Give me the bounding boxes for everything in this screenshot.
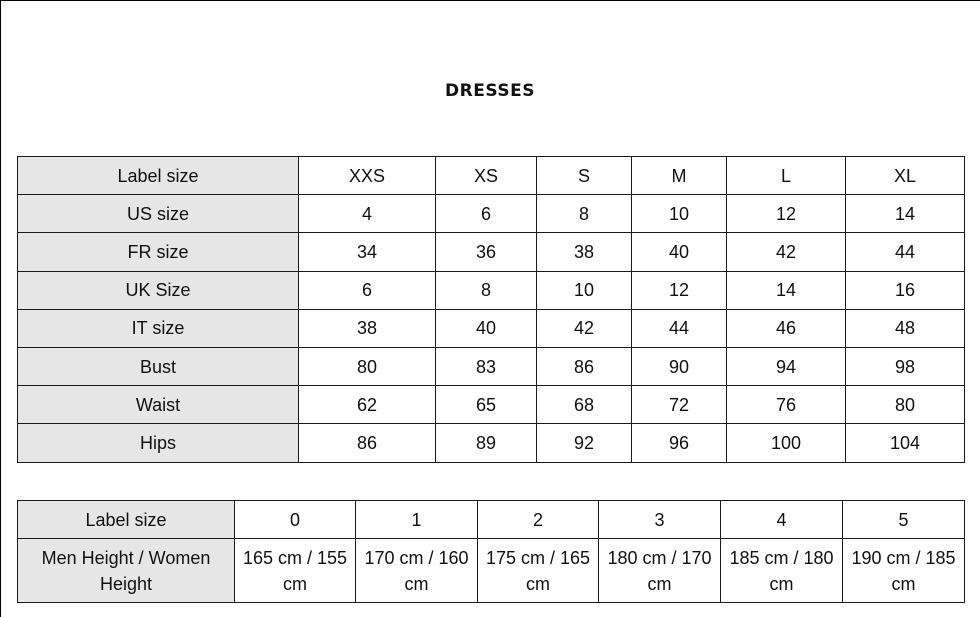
table-row xyxy=(18,539,965,603)
table-cell: 1 xyxy=(356,501,478,539)
table-cell: 86 xyxy=(299,424,436,462)
table-cell: 80 xyxy=(846,386,965,424)
table-cell: 40 xyxy=(436,309,537,347)
table-cell: 48 xyxy=(846,309,965,347)
table-cell: 94 xyxy=(727,347,846,385)
table-cell: 4 xyxy=(721,501,843,539)
table-cell: 190 cm / 185 cm xyxy=(843,539,965,603)
row-label: Waist xyxy=(18,386,299,424)
table-cell: 165 cm / 155 cm xyxy=(235,539,356,603)
row-label: FR size xyxy=(18,233,299,271)
table-cell: 42 xyxy=(537,309,632,347)
table-cell: 68 xyxy=(537,386,632,424)
table-cell: 65 xyxy=(436,386,537,424)
table-row xyxy=(18,347,965,385)
table-cell: 40 xyxy=(632,233,727,271)
table-cell: XS xyxy=(436,157,537,195)
table-cell: 72 xyxy=(632,386,727,424)
row-label: IT size xyxy=(18,309,299,347)
row-label: UK Size xyxy=(18,271,299,309)
table-cell: 6 xyxy=(299,271,436,309)
table-row xyxy=(18,424,965,462)
table-cell: 62 xyxy=(299,386,436,424)
table-cell: 98 xyxy=(846,347,965,385)
table-cell: 86 xyxy=(537,347,632,385)
table-cell: 5 xyxy=(843,501,965,539)
table-row xyxy=(18,157,965,195)
table-cell: 44 xyxy=(846,233,965,271)
table-cell: 76 xyxy=(727,386,846,424)
row-label: Label size xyxy=(18,501,235,539)
table-cell: 2 xyxy=(478,501,599,539)
table-cell: 12 xyxy=(632,271,727,309)
table-cell: M xyxy=(632,157,727,195)
table-cell: 38 xyxy=(299,309,436,347)
table-cell: 42 xyxy=(727,233,846,271)
table-cell: 4 xyxy=(299,195,436,233)
table-cell: 14 xyxy=(846,195,965,233)
table-cell: 16 xyxy=(846,271,965,309)
table-cell: 8 xyxy=(537,195,632,233)
page-title: DRESSES xyxy=(445,81,535,101)
table-cell: 175 cm / 165 cm xyxy=(478,539,599,603)
row-label: Hips xyxy=(18,424,299,462)
size-table xyxy=(17,156,965,463)
table-cell: 12 xyxy=(727,195,846,233)
table-row xyxy=(18,386,965,424)
table-row xyxy=(18,309,965,347)
table-cell: 0 xyxy=(235,501,356,539)
table-cell: 89 xyxy=(436,424,537,462)
row-label: Men Height / Women Height xyxy=(18,539,235,603)
table-cell: 44 xyxy=(632,309,727,347)
row-label: Label size xyxy=(18,157,299,195)
table-cell: 6 xyxy=(436,195,537,233)
table-cell: 46 xyxy=(727,309,846,347)
table-cell: 180 cm / 170 cm xyxy=(599,539,721,603)
table-cell: 80 xyxy=(299,347,436,385)
table-cell: 104 xyxy=(846,424,965,462)
row-label: US size xyxy=(18,195,299,233)
table-cell: 185 cm / 180 cm xyxy=(721,539,843,603)
table-cell: XXS xyxy=(299,157,436,195)
table-row xyxy=(18,501,965,539)
table-cell: 36 xyxy=(436,233,537,271)
row-label: Bust xyxy=(18,347,299,385)
height-table xyxy=(17,500,965,603)
table-row xyxy=(18,233,965,271)
table-cell: L xyxy=(727,157,846,195)
table-cell: 10 xyxy=(537,271,632,309)
table-cell: 92 xyxy=(537,424,632,462)
table-cell: 3 xyxy=(599,501,721,539)
table-cell: 14 xyxy=(727,271,846,309)
table-cell: 38 xyxy=(537,233,632,271)
table-cell: 90 xyxy=(632,347,727,385)
table-cell: S xyxy=(537,157,632,195)
table-cell: 100 xyxy=(727,424,846,462)
table-cell: XL xyxy=(846,157,965,195)
table-cell: 10 xyxy=(632,195,727,233)
table-cell: 8 xyxy=(436,271,537,309)
table-row xyxy=(18,195,965,233)
table-row xyxy=(18,271,965,309)
table-cell: 34 xyxy=(299,233,436,271)
table-cell: 83 xyxy=(436,347,537,385)
table-cell: 96 xyxy=(632,424,727,462)
table-cell: 170 cm / 160 cm xyxy=(356,539,478,603)
